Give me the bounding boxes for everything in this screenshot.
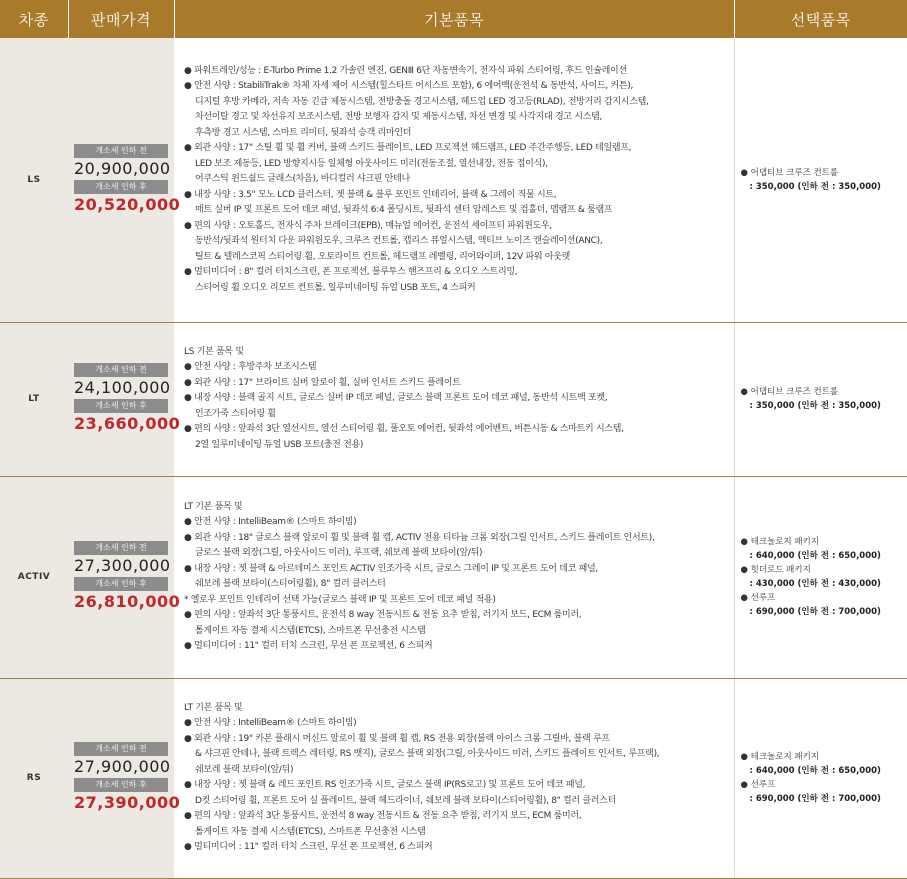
basic-item-line: 인조가죽 스티어링 휠 xyxy=(195,408,276,419)
price-before: 20,900,000 xyxy=(74,158,171,178)
basic-item-line: 톨게이트 자동 결제 시스템(ETCS), 스마트폰 무선충전 시스템 xyxy=(195,625,426,636)
option-line: ● 테크놀로지 패키지 xyxy=(740,752,820,762)
basic-item-line: 후측방 경고 시스템, 스마트 리미터, 뒷좌석 승객 리마인더 xyxy=(195,127,412,138)
basic-item-line: 어쿠스틱 윈드쉴드 글래스(차음), 바디컬러 샤크핀 안테나 xyxy=(195,174,410,184)
header-model: 차종 xyxy=(0,0,68,38)
basic-item-line: 2열 일루미네이팅 듀얼 USB 포트(충전 전용) xyxy=(195,439,364,450)
basic-item-line: ● 멀티미디어 : 8" 컬러 터치스크린, 폰 프로젝션, 블루투스 핸즈프리 & 오디오 스트리밍, xyxy=(184,267,518,277)
basic-item-line: 동반석/뒷좌석 원터치 다운 파워윈도우, 크루즈 컨트롤, 캡리스 퓨얼시스템, 액티브 노이즈 캔슬레이션(ANC), xyxy=(195,236,603,246)
basic-item-line: ● 멀티미디어 : 11" 컬러 터치 스크린, 무선 폰 프로젝션, 6 스피커 xyxy=(184,641,433,651)
basic-item-line: 스티어링 휠 오디오 리모트 컨트롤, 일루미네이팅 듀얼 USB 포트, 4 스피커 xyxy=(195,282,476,293)
option-line: ● 어댑티브 크루즈 컨트롤 xyxy=(740,167,839,178)
basic-item-line: ● 편의 사양 : 오토홀드, 전자식 주차 브레이크(EPB), 매뉴얼 에어컨, 운전석 세이프티 파워윈도우, xyxy=(184,220,552,231)
basic-items-cell xyxy=(174,678,734,878)
basic-item-line: ● 내장 사양 : 블랙 골지 시트, 글로스 실버 IP 데코 패널, 글로스 블랙 프론트 도어 데코 패널, 동반석 시트백 포켓, xyxy=(184,393,608,404)
header-basic: 기본품목 xyxy=(174,0,734,38)
option-line: ● 선루프 xyxy=(740,593,776,603)
price-cell xyxy=(68,38,181,322)
basic-item-line: LED 보조 제동등, LED 방향지시등 일체형 아웃사이드 미러(전동조절, 열선내장, 전동 접이식), xyxy=(195,158,548,169)
basic-item-line: ● 파워트레인/성능 : E-Turbo Prime 1.2 가솔린 엔진, GENⅢ 6단 자동변속기, 전자식 파워 스티어링, 후드 인슐레이션 xyxy=(184,65,627,76)
basic-item-line: * 옐로우 포인트 인테리어 선택 가능(글로스 블랙 IP 및 프론트 도어 데코 패널 적용) xyxy=(184,594,496,605)
price-before: 27,300,000 xyxy=(74,556,171,575)
price-label-before: 개소세 인하 전 xyxy=(74,363,168,377)
basic-item-line: 쉐보레 블랙 보타이(스티어링휠), 8" 컬러 클러스터 xyxy=(195,579,386,589)
table-row xyxy=(0,678,907,878)
option-line: ● 어댑티브 크루즈 컨트롤 xyxy=(740,387,839,397)
price-label-after: 개소세 인하 후 xyxy=(74,180,168,194)
basic-items-cell xyxy=(174,38,734,322)
basic-item-line: ● 편의 사양 : 앞좌석 3단 통풍시트, 운전석 8 way 전동시트 & 전동 요추 받침, 러기지 보드, ECM 룸미러, xyxy=(184,811,582,821)
price-label-before: 개소세 인하 전 xyxy=(74,742,168,756)
option-line: : 690,000 (인하 전 : 700,000) xyxy=(749,794,881,804)
basic-item-line: ● 편의 사양 : 앞좌석 3단 열선시트, 열선 스티어링 휠, 풀오토 에어컨, 뒷좌석 에어벤트, 버튼시동 & 스마트키 시스템, xyxy=(184,424,624,435)
option-line: : 690,000 (인하 전 : 700,000) xyxy=(749,607,881,617)
basic-item-line: ● 멀티미디어 : 11" 컬러 터치 스크린, 무선 폰 프로젝션, 6 스피커 xyxy=(184,842,433,852)
basic-item-line: 쉐보레 블랙 보타이(앞/뒤) xyxy=(195,764,294,775)
price-label-before: 개소세 인하 전 xyxy=(74,541,168,555)
basic-item-line: ● 안전 사양 : StabiliTrak® 차체 자세 제어 시스템(힐스타트 어시스트 포함), 6 에어백(운전석 & 동반석, 사이드, 커튼), xyxy=(184,81,634,91)
basic-item-line: 차선이탈 경고 및 차선유지 보조시스템, 전방 보행자 감지 및 제동시스템, 차선 변경 및 사각지대 경고 시스템, xyxy=(195,112,603,122)
basic-item-line: 글로스 블랙 외장(그릴, 아웃사이드 미러), 루프랙, 쉐보레 블랙 보타이(앞/뒤) xyxy=(195,548,483,558)
basic-item-line: ● 외관 사양 : 18" 글로스 블랙 알로이 휠 및 블랙 휠 캡, ACTIV 전용 티타늄 크롬 외장(그릴 인서트, 스키드 플레이트 인서트), xyxy=(184,532,655,543)
options-cell xyxy=(734,322,907,476)
basic-items-cell xyxy=(174,322,734,476)
price-after: 23,660,000 xyxy=(74,414,181,433)
basic-item-line: ● 안전 사양 : IntelliBeam® (스마트 하이빔) xyxy=(184,718,357,728)
price-cell xyxy=(68,476,181,678)
basic-item-line: ● 외관 사양 : 19" 카본 플래시 머신드 알로이 휠 및 블랙 휠 캡, RS 전용 외장(블랙 아이스 크롬 그릴바, 블랙 루프 xyxy=(184,733,610,744)
price-label-after: 개소세 인하 후 xyxy=(74,577,168,591)
basic-item-line: 디지털 후방 카메라, 저속 자동 긴급 제동시스템, 전방충돌 경고시스템, 헤드업 LED 경고등(RLAD), 전방거리 감지시스템, xyxy=(195,96,649,107)
price-after: 20,520,000 xyxy=(74,194,181,214)
basic-item-line: 틸트 & 텔레스코픽 스티어링 휠, 오토라이트 컨트롤, 헤드램프 레벨링, 리어와이퍼, 12V 파워 아웃렛 xyxy=(195,251,570,262)
option-line: : 350,000 (인하 전 : 350,000) xyxy=(749,181,881,192)
price-before: 27,900,000 xyxy=(74,757,171,776)
basic-item-line: ● 내장 사양 : 3.5" 모노 LCD 클러스터, 젯 블랙 & 블루 포인트 인테리어, 블랙 & 그레이 직물 시트, xyxy=(184,189,557,200)
basic-item-line: ● 안전 사양 : IntelliBeam® (스마트 하이빔) xyxy=(184,517,357,527)
option-line: ● 테크놀로지 패키지 xyxy=(740,537,820,547)
basic-item-line: ● 외관 사양 : 17" 스틸 휠 및 휠 커버, 블랙 스키드 플레이트, LED 프로젝션 헤드램프, LED 주간주행등, LED 테일램프, xyxy=(184,143,632,153)
header-options: 선택품목 xyxy=(734,0,907,38)
price-after: 26,810,000 xyxy=(74,592,181,611)
option-line: : 640,000 (인하 전 : 650,000) xyxy=(749,766,881,776)
basic-item-line: ● 내장 사양 : 젯 블랙 & 레드 포인트 RS 인조가죽 시트, 글로스 블랙 IP(RS로고) 및 프론트 도어 데코 패널, xyxy=(184,780,586,790)
price-label-before: 개소세 인하 전 xyxy=(74,144,168,158)
basic-item-line: ● 외관 사양 : 17" 브라이트 실버 알로이 휠, 실버 인서트 스키드 플레이트 xyxy=(184,377,461,388)
price-cell xyxy=(68,678,181,878)
basic-item-line: LS 기본 품목 및 xyxy=(184,346,244,357)
basic-items-cell xyxy=(174,476,734,678)
basic-item-line: LT 기본 품목 및 xyxy=(184,501,243,512)
basic-item-line: D컷 스티어링 휠, 프론트 도어 실 플레이트, 블랙 헤드라이너, 쉐보레 블랙 보타이(스티어링휠), 8" 컬러 클러스터 xyxy=(195,795,616,806)
option-line: : 640,000 (인하 전 : 650,000) xyxy=(749,551,881,561)
basic-item-line: ● 편의 사양 : 앞좌석 3단 통풍시트, 운전석 8 way 전동시트 & 전동 요추 받침, 러기지 보드, ECM 룸미러, xyxy=(184,610,582,620)
basic-item-line: & 샤크핀 안테나, 블랙 트렉스 레터링, RS 뱃지), 글로스 블랙 외장(그릴, 아웃사이드 미러, 스키드 플레이트 인서트, 루프랙), xyxy=(195,749,660,759)
model-cell: ACTIV xyxy=(0,476,68,678)
basic-item-line: 톨게이트 자동 결제 시스템(ETCS), 스마트폰 무선충전 시스템 xyxy=(195,826,426,837)
basic-item-line: ● 안전 사양 : 후방주차 보조시스템 xyxy=(184,362,317,373)
header-row xyxy=(0,0,907,38)
model-cell: LS xyxy=(0,38,68,322)
options-cell xyxy=(734,38,907,322)
option-line: ● 선루프 xyxy=(740,780,776,790)
model-cell: RS xyxy=(0,678,68,878)
basic-item-line: ● 내장 사양 : 젯 블랙 & 아르테미스 포인트 ACTIV 인조가죽 시트, 글로스 그레이 IP 및 프론트 도어 데코 패널, xyxy=(184,563,598,574)
table-row xyxy=(0,322,907,476)
options-cell xyxy=(734,678,907,878)
model-cell: LT xyxy=(0,322,68,476)
price-after: 27,390,000 xyxy=(74,793,181,812)
table-row xyxy=(0,476,907,678)
basic-item-line: 매트 실버 IP 및 프론트 도어 데코 패널, 뒷좌석 6:4 폴딩시트, 뒷좌석 센터 암레스트 및 컵홀더, 맵램프 & 룸램프 xyxy=(195,205,613,215)
table-row xyxy=(0,38,907,322)
basic-item-line: LT 기본 품목 및 xyxy=(184,702,243,713)
price-cell xyxy=(68,322,181,476)
option-line: ● 힛더로드 패키지 xyxy=(740,565,811,575)
option-line: : 350,000 (인하 전 : 350,000) xyxy=(749,401,881,411)
price-before: 24,100,000 xyxy=(74,378,171,397)
option-line: : 430,000 (인하 전 : 430,000) xyxy=(749,579,881,589)
price-label-after: 개소세 인하 후 xyxy=(74,399,168,413)
price-label-after: 개소세 인하 후 xyxy=(74,778,168,792)
header-price: 판매가격 xyxy=(68,0,174,38)
options-cell xyxy=(734,476,907,678)
